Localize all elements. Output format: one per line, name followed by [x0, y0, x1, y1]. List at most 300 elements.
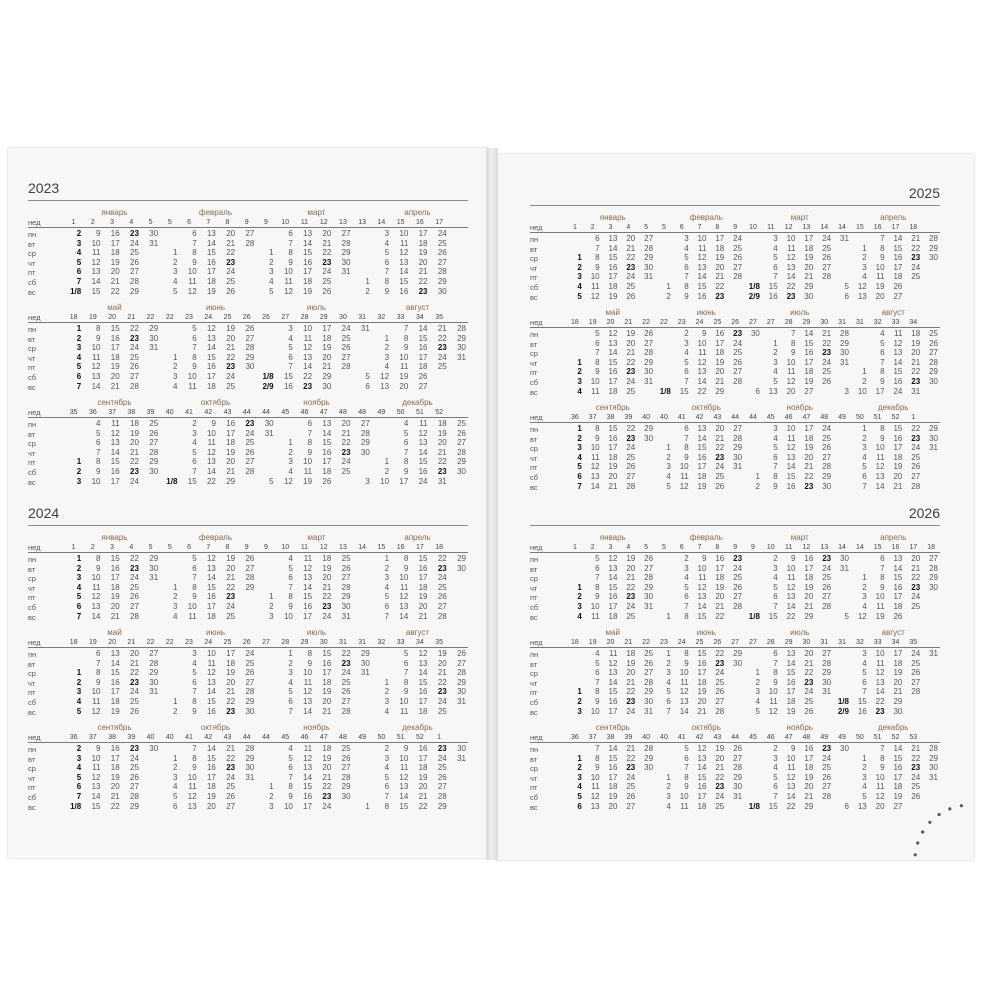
day-cell: 13	[303, 573, 313, 583]
day-cell: 7	[791, 329, 796, 338]
day-cell: 16	[303, 792, 313, 801]
day-cell: 19	[715, 357, 725, 367]
day-label: чт	[530, 678, 538, 688]
day-cell: 15	[206, 753, 216, 763]
day-label: ср	[530, 574, 538, 584]
week-number: 29	[784, 639, 793, 646]
day-cell: 10	[590, 443, 600, 453]
day-cell: 11	[876, 658, 885, 668]
day-cell: 5	[844, 611, 849, 621]
day-cell: 22	[804, 472, 814, 481]
day-cell: 24	[626, 602, 636, 611]
day-cell: 2	[755, 677, 760, 687]
day-cell: 14	[590, 481, 600, 491]
day-label: пн	[530, 425, 539, 434]
day-cell: 20	[608, 801, 618, 811]
day-cell: 10	[697, 338, 707, 348]
day-label: пн	[28, 555, 37, 564]
day-cell: 19	[110, 257, 120, 267]
day-cell: 7	[192, 687, 197, 697]
day-cell: 10	[380, 476, 390, 486]
day-cell: 17	[206, 267, 216, 277]
day-cell: 22	[322, 782, 332, 792]
day-cell: 20	[322, 352, 332, 362]
day-cell: 14	[697, 377, 707, 386]
day-cell: 15	[893, 753, 903, 763]
day-cell: 19	[226, 447, 236, 457]
week-number: 11	[767, 224, 775, 231]
week-number: 22	[642, 319, 651, 326]
week-number: 4	[129, 219, 134, 226]
day-cell: 17	[418, 352, 428, 362]
day-cell: 21	[626, 243, 636, 253]
day-cell: 15	[768, 282, 778, 291]
day-cell: 19	[226, 554, 236, 563]
day-cell: 7	[192, 343, 197, 353]
week-number: 33	[396, 639, 405, 646]
day-cell: 3	[862, 262, 867, 272]
day-cell: 10	[697, 234, 707, 243]
week-rule	[530, 422, 940, 423]
day-cell: 6	[773, 262, 778, 272]
day-label: пн	[530, 235, 539, 244]
day-cell: 16	[303, 602, 313, 611]
day-cell: 8	[595, 253, 600, 263]
day-cell: 17	[893, 772, 903, 782]
week-number: 11	[300, 219, 309, 226]
day-cell: 3	[365, 476, 370, 486]
day-cell: 12	[786, 582, 796, 592]
week-number: 5	[661, 544, 666, 551]
day-cell: 9	[403, 343, 409, 353]
day-cell: 5	[365, 372, 370, 381]
day-cell: 1/8	[748, 611, 760, 621]
week-number: 31	[358, 639, 367, 646]
day-cell: 26	[341, 687, 351, 697]
day-cell: 18	[226, 658, 236, 668]
day-cell: 12	[206, 554, 216, 563]
month-name: декабрь	[402, 398, 433, 407]
day-cell: 28	[341, 582, 351, 592]
month-name: ноябрь	[786, 723, 813, 732]
day-cell: 11	[92, 763, 101, 773]
day-cell: 15	[283, 372, 293, 381]
day-label: вс	[28, 612, 36, 622]
day-cell: 21	[110, 381, 120, 391]
week-number: 14	[820, 224, 829, 231]
day-cell: 26	[822, 443, 832, 453]
day-cell: 23	[322, 602, 332, 611]
day-cell: 22	[911, 243, 921, 253]
day-cell: 12	[857, 611, 867, 621]
day-cell: 27	[626, 472, 636, 481]
week-label: нед	[530, 638, 543, 647]
day-cell: 20	[437, 438, 447, 448]
day-cell: 3	[269, 801, 274, 811]
day-cell: 9	[403, 563, 409, 573]
day-cell: 23	[322, 792, 332, 801]
day-cell: 8	[595, 582, 600, 592]
day-cell: 12	[590, 462, 600, 472]
week-number: 14	[358, 544, 367, 551]
month-name: декабрь	[402, 723, 433, 732]
day-cell: 20	[715, 592, 725, 602]
day-cell: 15	[322, 649, 332, 658]
day-cell: 28	[644, 677, 654, 687]
day-cell: 12	[786, 443, 796, 453]
day-cell: 9	[595, 697, 600, 706]
day-cell: 13	[697, 367, 707, 377]
day-cell: 21	[110, 611, 120, 621]
week-number: 31	[820, 639, 829, 646]
week-label: нед	[530, 733, 543, 742]
day-cell: 18	[608, 782, 618, 792]
day-cell: 10	[590, 772, 600, 782]
day-cell: 11	[399, 362, 409, 372]
day-cell: 25	[804, 697, 814, 706]
day-cell: 23	[911, 763, 921, 773]
day-cell: 6	[365, 381, 370, 391]
day-cell: 30	[929, 582, 938, 592]
day-cell: 19	[911, 338, 921, 348]
day-cell: 23	[804, 677, 814, 687]
day-cell: 30	[733, 658, 743, 668]
day-cell: 10	[590, 377, 600, 386]
day-cell: 11	[399, 582, 409, 592]
day-cell: 2	[288, 447, 293, 457]
day-cell: 21	[322, 706, 332, 716]
day-cell: 22	[715, 443, 725, 453]
day-cell: 13	[857, 801, 867, 811]
week-number: 9	[264, 544, 268, 551]
day-cell: 30	[644, 697, 654, 706]
day-cell: 9	[96, 333, 101, 343]
day-cell: 31	[457, 352, 466, 362]
day-cell: 31	[457, 697, 466, 706]
day-cell: 15	[893, 243, 903, 253]
day-cell: 1	[172, 352, 178, 362]
day-label: сб	[530, 698, 539, 707]
day-cell: 27	[418, 381, 428, 391]
day-cell: 7	[288, 362, 293, 372]
day-cell: 4	[384, 706, 390, 716]
day-cell: 2	[269, 792, 274, 801]
day-cell: 21	[626, 348, 636, 358]
day-cell: 25	[130, 763, 139, 773]
month-name: декабрь	[878, 403, 909, 412]
day-cell: 1	[666, 649, 671, 658]
day-cell: 29	[457, 333, 466, 343]
day-cell: 27	[644, 668, 654, 678]
day-cell: 5	[172, 286, 178, 296]
week-number: 37	[588, 734, 597, 741]
week-number: 24	[695, 319, 704, 326]
month-name: ноябрь	[303, 723, 330, 732]
day-cell: 9	[192, 592, 197, 602]
week-number: 10	[281, 219, 290, 226]
day-label: вт	[530, 659, 538, 669]
day-cell: 12	[875, 668, 885, 678]
day-cell: 26	[715, 481, 725, 491]
day-cell: 22	[437, 677, 447, 687]
day-cell: 12	[608, 554, 618, 563]
day-cell: 11	[680, 472, 689, 481]
day-cell: 12	[875, 462, 885, 472]
day-cell: 24	[733, 338, 743, 348]
day-label: вс	[530, 387, 538, 397]
day-cell: 22	[715, 649, 725, 658]
day-cell: 15	[322, 438, 332, 448]
day-cell: 23	[226, 592, 236, 602]
day-cell: 5	[773, 253, 778, 263]
day-cell: 28	[644, 243, 654, 253]
day-cell: 20	[608, 472, 618, 481]
day-cell: 15	[697, 649, 707, 658]
day-cell: 6	[844, 291, 849, 301]
day-cell: 15	[399, 801, 409, 811]
day-cell: 14	[697, 433, 707, 443]
day-cell: 24	[437, 573, 447, 583]
day-cell: 27	[733, 424, 743, 433]
day-cell: 13	[322, 419, 332, 428]
day-cell: 9	[702, 329, 707, 338]
week-number: 40	[642, 734, 651, 741]
day-cell: 8	[403, 333, 409, 343]
day-cell: 1	[666, 282, 671, 291]
day-label: сб	[530, 283, 539, 292]
day-cell: 4	[577, 452, 582, 462]
decorative-dot	[960, 804, 963, 807]
day-cell: 7	[684, 602, 689, 611]
day-cell: 27	[733, 753, 743, 763]
day-cell: 12	[786, 377, 796, 386]
decorative-dot	[921, 830, 924, 833]
week-number: 4	[129, 544, 134, 551]
day-cell: 13	[399, 602, 409, 611]
day-cell: 27	[245, 457, 255, 467]
day-cell: 15	[110, 457, 120, 467]
day-cell: 31	[929, 772, 938, 782]
day-cell: 19	[303, 476, 313, 486]
day-cell: 23	[341, 658, 351, 668]
day-cell: 31	[840, 234, 849, 243]
day-cell: 4	[172, 782, 178, 792]
day-cell: 24	[322, 267, 332, 277]
day-cell: 5	[595, 658, 600, 668]
day-cell: 21	[418, 267, 428, 277]
day-cell: 19	[804, 253, 814, 263]
day-label: пн	[28, 420, 37, 429]
day-cell: 7	[684, 272, 689, 282]
day-cell: 10	[768, 687, 778, 697]
day-cell: 14	[399, 792, 409, 801]
day-cell: 13	[380, 381, 390, 391]
day-label: пт	[530, 688, 538, 698]
day-cell: 17	[206, 772, 216, 782]
day-cell: 21	[226, 343, 236, 353]
day-cell: 19	[130, 428, 139, 438]
day-cell: 18	[418, 763, 428, 773]
day-cell: 7	[288, 582, 293, 592]
day-cell: 19	[418, 248, 428, 258]
day-cell: 28	[822, 272, 832, 282]
day-cell: 11	[876, 452, 885, 462]
day-cell: 9	[307, 447, 313, 457]
day-cell: 18	[893, 658, 903, 668]
day-cell: 19	[804, 582, 814, 592]
day-cell: 18	[786, 697, 796, 706]
day-cell: 26	[457, 649, 466, 658]
day-cell: 17	[608, 443, 618, 453]
day-cell: 25	[911, 272, 921, 282]
day-cell: 14	[322, 428, 332, 438]
day-cell: 19	[418, 772, 428, 782]
day-cell: 24	[911, 443, 921, 453]
day-cell: 4	[288, 744, 293, 753]
week-number: 50	[377, 734, 386, 741]
week-label: нед	[28, 408, 41, 417]
day-cell: 24	[226, 267, 236, 277]
month-name: ноябрь	[303, 398, 330, 407]
week-number: 29	[300, 639, 309, 646]
day-cell: 16	[110, 677, 120, 687]
day-cell: 10	[786, 357, 796, 367]
day-cell: 6	[192, 333, 197, 343]
week-number: 48	[820, 414, 829, 421]
day-cell: 15	[768, 801, 778, 811]
day-cell: 26	[245, 324, 255, 333]
week-number: 46	[784, 414, 793, 421]
day-cell: 31	[437, 476, 447, 486]
day-cell: 21	[626, 677, 636, 687]
day-label: сб	[28, 278, 37, 287]
day-cell: 10	[91, 753, 101, 763]
day-cell: 30	[360, 447, 370, 457]
day-cell: 6	[288, 763, 293, 773]
day-cell: 2	[577, 262, 582, 272]
week-number: 21	[127, 639, 136, 646]
day-cell: 31	[644, 272, 654, 282]
day-cell: 3	[76, 753, 82, 763]
day-cell: 19	[399, 372, 409, 381]
day-cell: 20	[715, 367, 725, 377]
day-cell: 16	[418, 687, 428, 697]
week-number: 20	[606, 319, 615, 326]
day-cell: 1	[384, 333, 390, 343]
day-cell: 9	[773, 677, 778, 687]
day-label: чт	[530, 453, 538, 463]
week-number: 35	[435, 639, 444, 646]
day-cell: 26	[437, 772, 447, 782]
day-cell: 24	[911, 262, 921, 272]
day-label: вт	[28, 754, 36, 764]
week-number: 10	[749, 224, 757, 231]
day-cell: 25	[911, 452, 921, 462]
calendar-quarter	[28, 303, 468, 398]
day-cell: 21	[911, 357, 921, 367]
day-cell: 11	[591, 611, 600, 621]
day-label: вс	[530, 482, 538, 492]
day-cell: 3	[269, 611, 274, 621]
day-cell: 3	[76, 343, 82, 353]
day-cell: 22	[875, 697, 885, 706]
day-cell: 14	[697, 602, 707, 611]
day-cell: 3	[384, 352, 390, 362]
day-cell: 20	[130, 649, 139, 658]
week-rule	[530, 232, 940, 233]
day-cell: 5	[862, 668, 867, 678]
day-cell: 22	[322, 248, 332, 258]
day-cell: 6	[773, 649, 778, 658]
day-cell: 27	[341, 697, 351, 706]
day-cell: 15	[697, 772, 707, 782]
day-label: вт	[28, 334, 36, 344]
day-cell: 4	[773, 433, 778, 443]
month-name: сентябрь	[97, 398, 132, 407]
day-cell: 26	[911, 792, 921, 801]
day-cell: 19	[697, 481, 707, 491]
week-number: 30	[820, 319, 829, 326]
day-cell: 1	[76, 324, 82, 333]
month-name: сентябрь	[595, 723, 630, 732]
month-name: апрель	[404, 533, 431, 542]
day-label: вт	[28, 659, 36, 669]
day-cell: 30	[822, 677, 832, 687]
day-cell: 30	[457, 563, 466, 573]
week-number: 16	[873, 224, 882, 231]
day-cell: 22	[437, 554, 447, 563]
day-cell: 16	[283, 381, 293, 391]
day-cell: 31	[264, 428, 274, 438]
day-cell: 7	[773, 792, 778, 801]
week-number: 29	[319, 314, 328, 321]
day-cell: 12	[206, 324, 216, 333]
day-cell: 25	[733, 348, 743, 358]
day-cell: 2	[684, 554, 689, 563]
day-cell: 1	[862, 573, 867, 583]
day-cell: 13	[91, 782, 101, 792]
day-cell: 9	[96, 229, 101, 238]
day-cell: 24	[322, 801, 332, 811]
day-cell: 12	[786, 253, 796, 263]
day-cell: 16	[110, 333, 120, 343]
day-cell: 18	[893, 272, 903, 282]
day-cell: 27	[457, 658, 466, 668]
day-cell: 27	[626, 801, 636, 811]
week-number: 43	[713, 414, 722, 421]
day-cell: 7	[76, 277, 82, 286]
day-cell: 3	[384, 229, 390, 238]
day-cell: 19	[303, 286, 313, 296]
day-cell: 22	[804, 668, 814, 678]
day-cell: 14	[91, 277, 101, 286]
day-cell: 30	[264, 419, 274, 428]
week-number: 32	[377, 314, 386, 321]
day-cell: 19	[226, 324, 236, 333]
day-cell: 9	[880, 582, 885, 592]
day-cell: 6	[773, 782, 778, 792]
day-cell: 3	[384, 573, 390, 583]
day-cell: 7	[773, 602, 778, 611]
day-cell: 16	[715, 554, 725, 563]
day-cell: 26	[644, 658, 654, 668]
day-cell: 30	[457, 744, 466, 753]
week-number: 44	[262, 734, 270, 741]
day-cell: 5	[76, 592, 82, 602]
day-cell: 17	[303, 267, 313, 277]
day-cell: 6	[307, 419, 313, 428]
day-label: ср	[28, 439, 36, 449]
